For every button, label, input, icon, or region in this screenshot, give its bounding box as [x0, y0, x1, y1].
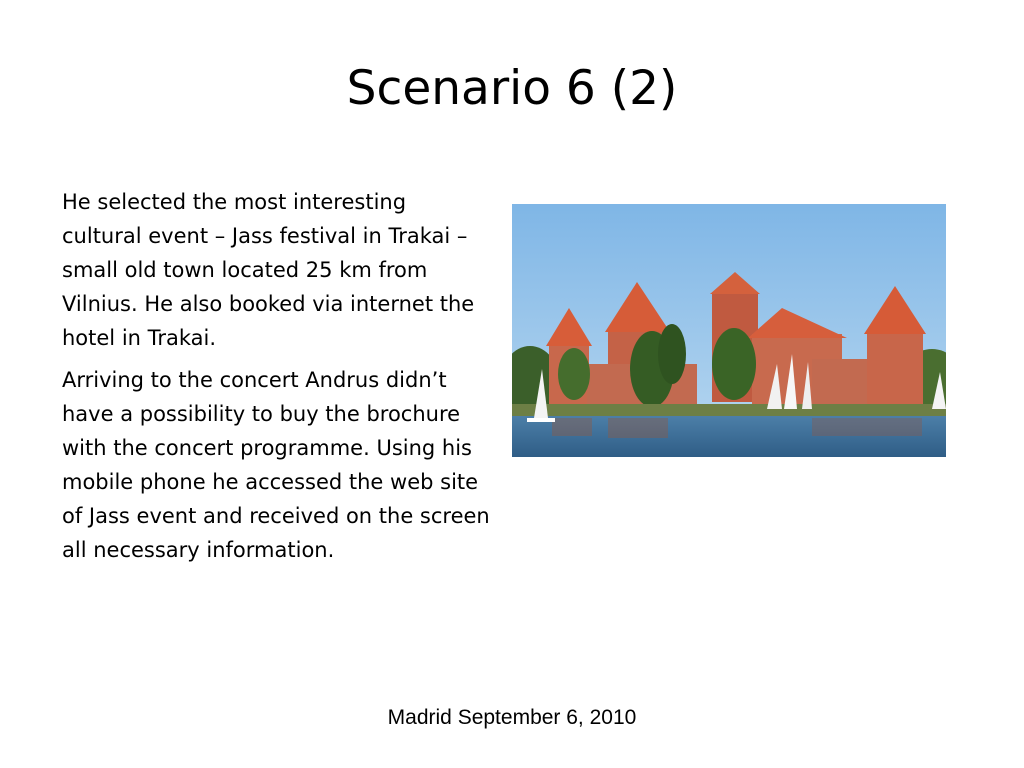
slide-body — [62, 185, 492, 575]
paragraph-1: He selected the most interesting cultural event – Jass festival in Trakai – small old town located 25 km from Vilnius. He also booked via internet the hotel in Trakai. — [62, 190, 475, 350]
trakai-castle-photo — [512, 204, 946, 457]
slide-footer: Madrid September 6, 2010 — [387, 706, 637, 729]
slide-title: Scenario 6 (2) — [346, 61, 678, 116]
paragraph-2: Arriving to the concert Andrus didn’t have a possibility to buy the brochure with the concert programme. Using his mobile phone he accessed the web site of Jass event and received on the screen all necessary information. — [62, 368, 490, 562]
